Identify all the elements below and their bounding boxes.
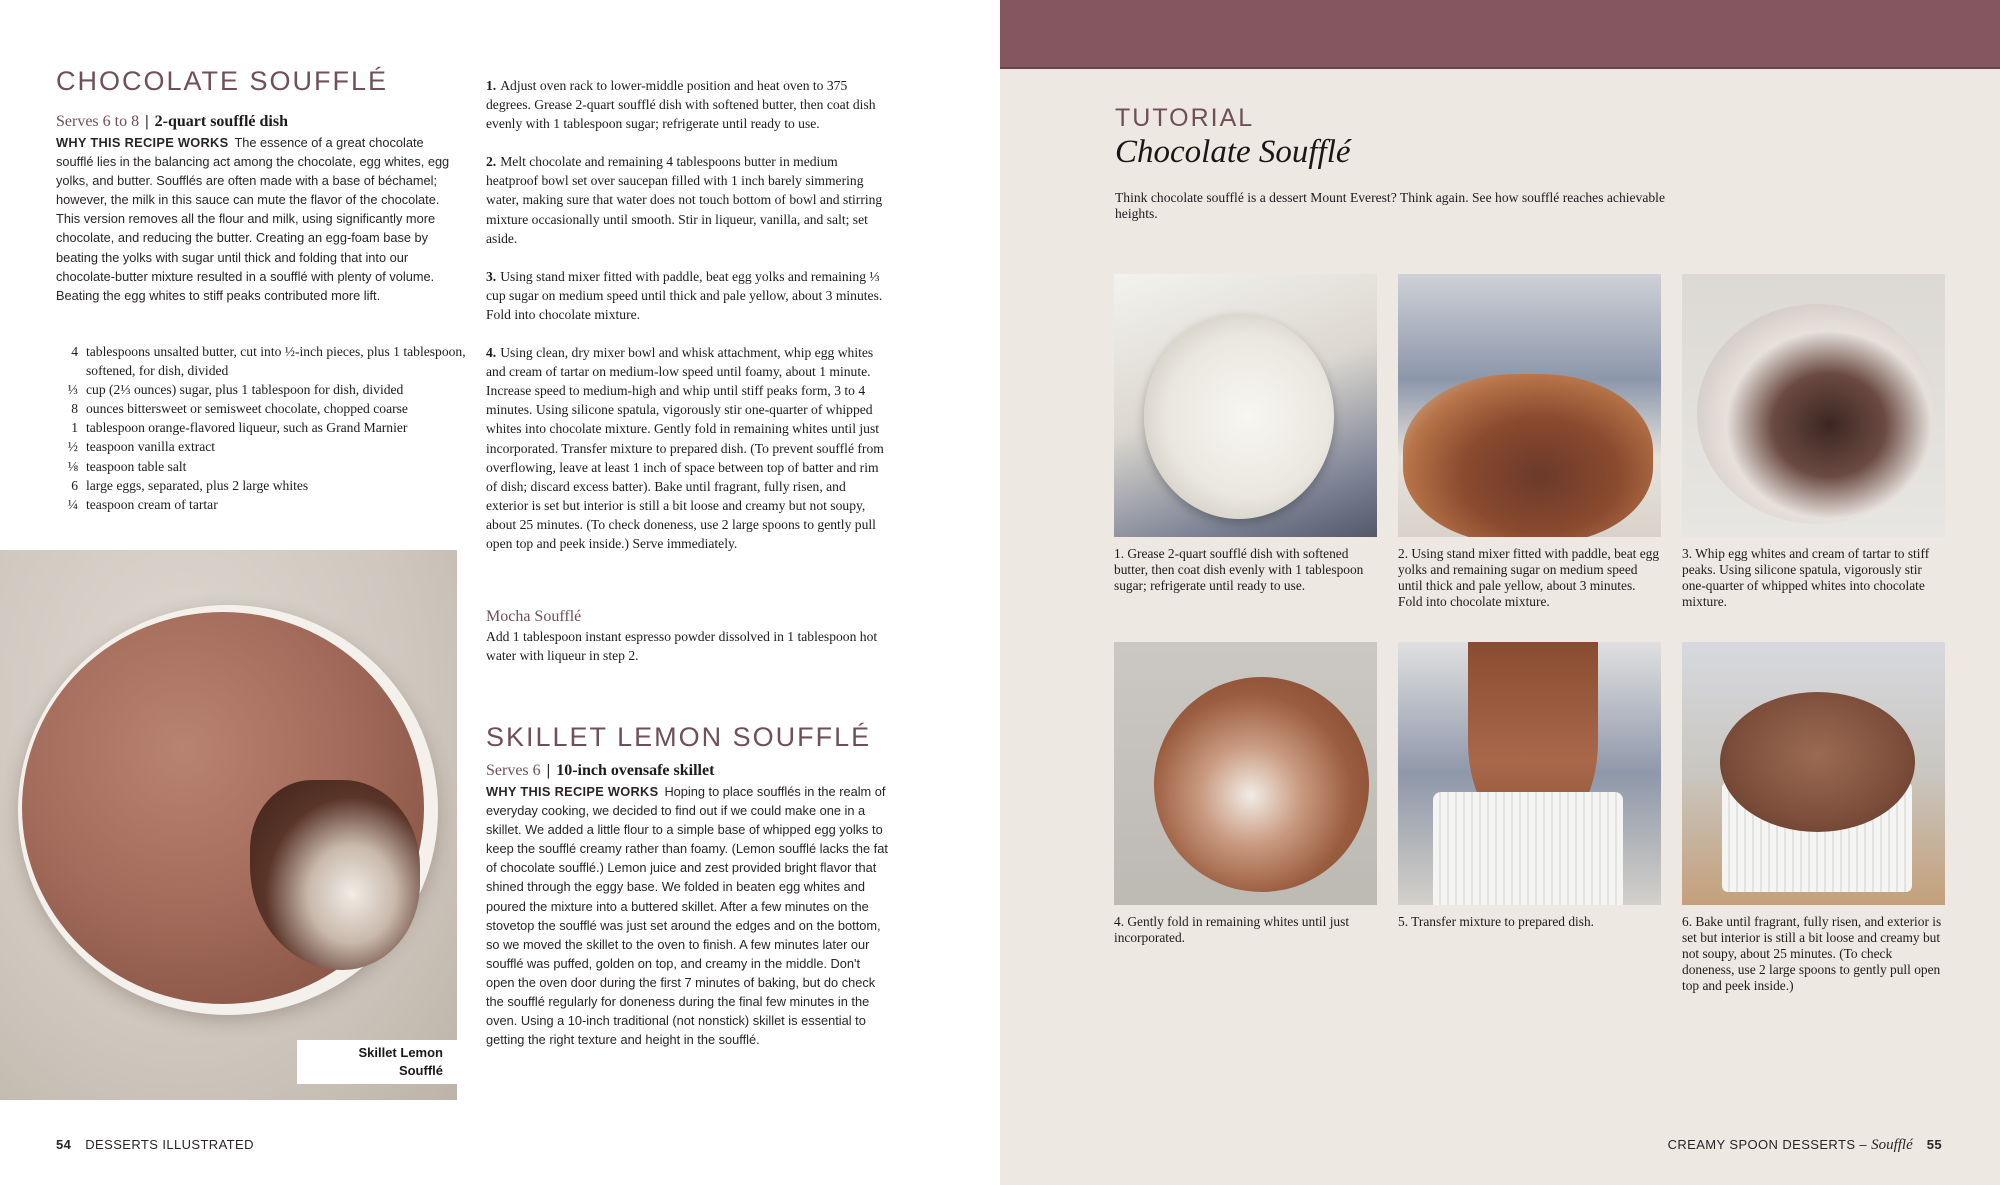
method-step (486, 76, 891, 133)
ingredient-qty: 4 (71, 344, 78, 359)
step-caption: 5. Transfer mixture to prepared dish. (1398, 914, 1594, 929)
meta-separator: | (145, 113, 149, 130)
ingredient-qty: 1 (71, 420, 78, 436)
tutorial-step (1114, 274, 1377, 594)
why-label: WHY THIS RECIPE WORKS (486, 784, 659, 799)
recipe-title-chocolate-souffle: CHOCOLATE SOUFFLÉ (56, 66, 389, 96)
why-label: WHY THIS RECIPE WORKS (56, 135, 229, 150)
page-number: 54 (56, 1137, 72, 1152)
step-text: Melt chocolate and remaining 4 tablespoons butter in medium heatproof bowl set over saucepan filled with 1 inch barely simmering water, making sure that water does not touch bottom of bowl and stirring mixture occasionally until smooth. Stir in liqueur, vanilla, and salt; set aside. (486, 154, 883, 246)
serves-label: Serves 6 to 8 (56, 113, 140, 130)
tutorial-step (1114, 642, 1377, 946)
chocolate-souffle-photo (0, 550, 457, 1100)
variation-title: Mocha Soufflé (486, 608, 582, 625)
running-head: DESSERTS ILLUSTRATED (85, 1137, 254, 1152)
ingredient-item (56, 342, 476, 380)
ingredient-qty: ⅓ (67, 382, 78, 398)
ingredient-item (56, 399, 476, 418)
variation-text: Add 1 tablespoon instant espresso powder dissolved in 1 tablespoon hot water with liqueur in step 2. (486, 629, 878, 664)
ingredient-text: tablespoon orange-flavored liqueur, such as Grand Marnier (86, 420, 408, 436)
serves-label: Serves 6 (486, 762, 541, 779)
step-text: Using clean, dry mixer bowl and whisk attachment, whip egg whites and cream of tartar on medium-low speed until foamy, about 1 minute. Increase speed to medium-high and whip until stiff peaks form, 3 to 4 minutes. Using silicone spatula, vigorously stir one-quarter of whipped whites into chocolate mixture. Gently fold in remaining whites until just incorporated. Transfer mixture to prepared dish. (To prevent soufflé from overflowing, leave at least 1 inch of space between top of batter and rim of dish; discard excess batter). Bake until fragrant, fully risen, and exterior is set but interior is still a bit loose and creamy but not soupy, about 25 minutes. (To check doneness, use 2 large spoons to gently pull open top and peek inside.) Serve immediately. (486, 345, 884, 551)
right-page (1000, 0, 2000, 1185)
method-step (486, 152, 891, 247)
tutorial-step (1682, 642, 1945, 994)
ingredient-text: tablespoons unsalted butter, cut into ½-inch pieces, plus 1 tablespoon, softened, for dish, divided (86, 344, 466, 379)
recipe-meta (486, 761, 714, 781)
recipe-meta (56, 112, 288, 132)
photo-caption-line: Soufflé (398, 1063, 443, 1078)
why-text: Hoping to place soufflés in the realm of everyday cooking, we decided to find out if we could make one in a skillet. We added a little flour to a simple base of whipped egg yolks to keep the soufflé creamy rather than foamy. (Lemon soufflé lacks the fat of chocolate soufflé.) Lemon juice and zest provided bright flavor that shined through the eggy base. We folded in beaten egg whites and poured the mixture into a buttered skillet. After a few minutes on the stovetop the soufflé was just set around the edges and on the bottom, so we moved the skillet to the oven to finish. A few minutes later our soufflé was puffed, golden on top, and creamy in the middle. Don't open the oven door during the first 7 minutes of baking, but do check the soufflé regularly for doneness during the final few minutes in the oven. Using a 10-inch traditional (not nonstick) skillet is essential to getting the right texture and height in the soufflé. (486, 784, 888, 1048)
ingredient-text: teaspoon cream of tartar (86, 496, 218, 512)
step-text: Using stand mixer fitted with paddle, beat egg yolks and remaining ⅓ cup sugar on medium speed until thick and pale yellow, about 3 minutes. Fold into chocolate mixture. (486, 268, 883, 322)
photo-caption (297, 1040, 457, 1084)
method-steps (486, 76, 891, 572)
folding-chocolate-photo (1398, 274, 1661, 537)
variation-mocha (486, 607, 891, 665)
step-number: 2. (486, 154, 497, 170)
equipment-label: 2-quart soufflé dish (154, 113, 288, 130)
photo-caption-line: Skillet Lemon (358, 1045, 443, 1060)
folio-left (56, 1137, 254, 1152)
ingredient-text: teaspoon table salt (86, 458, 187, 474)
bowl-greased-photo (1114, 274, 1377, 537)
ingredient-qty: 8 (71, 401, 78, 417)
ingredient-item (56, 380, 476, 399)
ingredient-qty: ⅛ (67, 458, 78, 474)
ingredient-item (56, 418, 476, 437)
recipe-title-skillet-lemon-souffle: SKILLET LEMON SOUFFLÉ (486, 722, 872, 752)
running-head-italic: Soufflé (1871, 1137, 1913, 1153)
ingredient-item (56, 495, 476, 514)
page-number: 55 (1926, 1137, 1942, 1152)
equipment-label: 10-inch ovensafe skillet (556, 762, 715, 779)
ingredient-text: ounces bittersweet or semisweet chocolate, chopped coarse (86, 401, 408, 417)
stirring-whites-photo (1682, 274, 1945, 537)
folding-whites-photo (1114, 642, 1377, 905)
tutorial-step (1398, 642, 1661, 930)
why-this-recipe-works (56, 133, 456, 305)
step-text: Adjust oven rack to lower-middle position and heat oven to 375 degrees. Grease 2-quart soufflé dish with softened butter, then coat dish evenly with 1 tablespoon sugar; refrigerate until ready to use. (486, 78, 876, 132)
step-caption: 4. Gently fold in remaining whites until just incorporated. (1114, 914, 1350, 945)
header-band (1000, 0, 2000, 69)
why-text: The essence of a great chocolate soufflé lies in the balancing act among the chocolate, egg whites, egg yolks, and butter. Soufflés are often made with a base of béchamel; however, the milk in this sauce can mute the flavor of the chocolate. This version removes all the flour and milk, using significantly more chocolate, and reducing the butter. Creating an egg-foam base by beating the yolks with sugar until thick and folding that into our chocolate-butter mixture resulted in a soufflé with plenty of volume. Beating the egg whites to stiff peaks contributed more lift. (56, 135, 450, 303)
tutorial-step (1682, 274, 1945, 610)
baked-souffle-photo (1682, 642, 1945, 905)
ingredient-item (56, 457, 476, 476)
folio-right (1668, 1137, 1942, 1154)
ingredient-text: teaspoon vanilla extract (86, 439, 216, 455)
step-caption: 6. Bake until fragrant, fully risen, and exterior is set but interior is still a bit loose and creamy but not soupy, about 25 minutes. (To check doneness, use 2 large spoons to gently pull open top and peek inside.) (1682, 914, 1942, 993)
method-step (486, 343, 891, 553)
ingredient-text: large eggs, separated, plus 2 large whites (86, 477, 309, 493)
running-head: CREAMY SPOON DESSERTS – (1667, 1137, 1868, 1152)
step-caption: 3. Whip egg whites and cream of tartar to stiff peaks. Using silicone spatula, vigorously stir one-quarter of whipped whites into chocolate mixture. (1682, 546, 1930, 609)
step-caption: 1. Grease 2-quart soufflé dish with softened butter, then coat dish evenly with 1 tablespoon sugar; refrigerate until ready to use. (1114, 546, 1364, 593)
ingredient-item (56, 437, 476, 456)
ingredient-list (56, 342, 476, 514)
tutorial-title: Chocolate Soufflé (1115, 134, 1351, 170)
ingredient-item (56, 476, 476, 495)
why-this-recipe-works (486, 782, 891, 1049)
step-number: 3. (486, 268, 497, 284)
ingredient-qty: ½ (67, 439, 78, 455)
pouring-batter-photo (1398, 642, 1661, 905)
ingredient-qty: 6 (71, 477, 78, 493)
ingredient-qty: ¼ (67, 496, 78, 512)
method-step (486, 267, 891, 324)
tutorial-kicker: TUTORIAL (1115, 104, 1255, 132)
step-number: 1. (486, 78, 497, 93)
meta-separator: | (546, 762, 551, 779)
tutorial-intro: Think chocolate soufflé is a dessert Mount Everest? Think again. See how soufflé reaches achievable heights. (1115, 190, 1665, 221)
ingredient-text: cup (2⅓ ounces) sugar, plus 1 tablespoon for dish, divided (86, 382, 404, 398)
tutorial-step (1398, 274, 1661, 610)
step-number: 4. (486, 345, 497, 361)
step-caption: 2. Using stand mixer fitted with paddle, beat egg yolks and remaining sugar on medium speed until thick and pale yellow, about 3 minutes. Fold into chocolate mixture. (1398, 546, 1660, 609)
